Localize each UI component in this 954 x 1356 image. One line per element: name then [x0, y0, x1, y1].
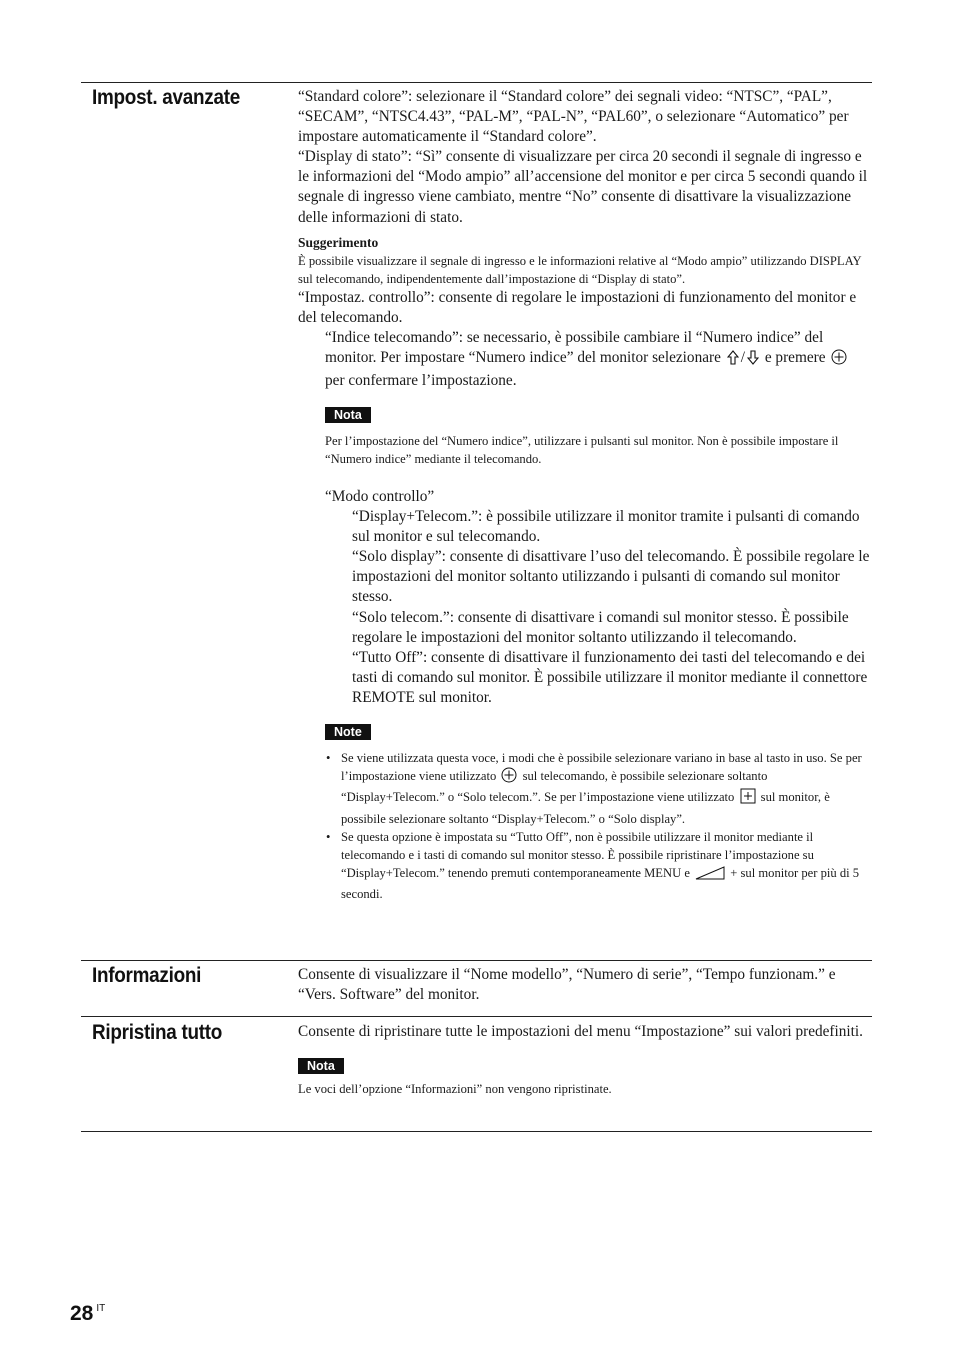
- remote-index-text-1: “Indice telecomando”: se necessario, è possibile cambiare il “Numero indice” del monitor. Per impostare “Numero indice” del monitor selezionare: [325, 329, 824, 367]
- remote-index-text-2: e premere: [764, 349, 826, 367]
- reset-text: Consente di ripristinare tutte le impostazioni del menu “Impostazione” sui valori predefiniti.: [298, 1023, 863, 1040]
- note-list: [298, 749, 872, 904]
- note2-text-b: + sul monitor per più di 5 secondi.: [341, 866, 860, 902]
- nota-badge: Nota: [298, 1058, 344, 1074]
- control-mode-option-solo-display: “Solo display”: consente di disattivare l’uso del telecomando. È possibile regolare le impostazioni del monitor soltanto utilizzando i pulsanti di comando sul monitor stesso.: [352, 548, 870, 606]
- note1-text-a: Se viene utilizzata questa voce, i modi che è possibile selezionare variano in base al tasto in uso. Se per l’impostazione viene utilizzato: [341, 750, 862, 784]
- arrow-down-outline-icon: [747, 350, 759, 371]
- note-block: [325, 723, 872, 904]
- info-text: Consente di visualizzare il “Nome modello”, “Numero di serie”, “Tempo funzionam.” e “Vers. Software” del monitor.: [298, 966, 836, 1004]
- note1-text-c: sul monitor, è possibile selezionare soltanto “Display+Telecom.” o “Solo display”.: [341, 790, 830, 826]
- control-mode-title: “Modo controllo”: [325, 487, 435, 505]
- note1-text-b: sul telecomando, è possibile selezionare soltanto “Display+Telecom.” o “Solo telecom.”. Se per l’impostazione viene utilizzato: [341, 769, 768, 805]
- page-number-value: 28: [70, 1302, 94, 1325]
- section-rule-info: [81, 960, 872, 961]
- control-mode-option-solo-telecom: “Solo telecom.”: consente di disattivare i comandi sul monitor stesso. È possibile regolare le impostazioni del monitor soltanto utilizzando il telecomando.: [352, 608, 849, 646]
- volume-wedge-icon: [695, 866, 725, 885]
- nota-block-reset: [298, 1057, 872, 1098]
- section-heading-info: Informazioni: [92, 964, 202, 987]
- section-heading-reset: Ripristina tutto: [92, 1021, 223, 1044]
- remote-index-paragraph: [325, 328, 872, 391]
- note-item: [341, 749, 872, 828]
- page-number: [70, 1296, 105, 1327]
- tip-label: Suggerimento: [298, 234, 379, 250]
- circle-plus-icon: [501, 767, 517, 788]
- nota-badge: Nota: [325, 407, 371, 423]
- note-item: [341, 828, 872, 904]
- section-heading-advanced: Impost. avanzate: [92, 86, 240, 109]
- reset-nota-text: Le voci dell’opzione “Informazioni” non vengono ripristinate.: [298, 1082, 612, 1097]
- remote-index-text-3: per confermare l’impostazione.: [325, 372, 517, 390]
- section-body-reset: [298, 1022, 872, 1098]
- control-mode-option-tutto-off: “Tutto Off”: consente di disattivare il funzionamento dei tasti del telecomando e dei tasti di comando sul monitor. È possibile utilizzare il monitor mediante il connettore REMOTE sul monitor.: [352, 648, 868, 706]
- nota-block-1: [325, 406, 872, 468]
- control-mode-option-display-telecom: “Display+Telecom.”: è possibile utilizzare il monitor tramite i pulsanti di comando sul monitor e sul telecomando.: [352, 508, 860, 546]
- color-standard-paragraph: “Standard colore”: selezionare il “Standard colore” dei segnali video: “NTSC”, “PAL”, “SECAM”, “NTSC4.43”, “PAL-M”, “PAL-N”, “PAL60”, o selezionare “Automatico” per impostare automaticamente il “Standard colore”.: [298, 88, 849, 146]
- section-rule-reset: [81, 1016, 872, 1017]
- bottom-rule: [81, 1131, 872, 1132]
- tip-text: È possibile visualizzare il segnale di ingresso e le informazioni relative al “Modo ampio” utilizzando DISPLAY sul telecomando, indipendentemente dall’impostazione di “Display di stato”.: [298, 253, 862, 286]
- circle-plus-icon: [831, 349, 847, 371]
- control-settings-paragraph: “Impostaz. controllo”: consente di regolare le impostazioni di funzionamento del monitor e del telecomando.: [298, 289, 857, 327]
- page-language: IT: [96, 1303, 106, 1314]
- status-display-paragraph: “Display di stato”: “Sì” consente di visualizzare per circa 20 secondi il segnale di ingresso e le informazioni del “Modo ampio” all’accensione del monitor e per circa 5 secondi quando il segnale di ingresso viene cambiato, mentre “No” consente di disattivare la visualizzazione delle informazioni di stato.: [298, 148, 868, 226]
- top-rule: [81, 82, 872, 83]
- nota-text-1: Per l’impostazione del “Numero indice”, utilizzare i pulsanti sul monitor. Non è possibile impostare il “Numero indice” mediante il telecomando.: [325, 433, 839, 466]
- square-plus-icon: [740, 788, 756, 809]
- section-body-advanced: [298, 87, 872, 904]
- arrow-up-outline-icon: [727, 350, 739, 371]
- note-badge: Note: [325, 724, 371, 740]
- note2-text-a: Se questa opzione è impostata su “Tutto Off”, non è possibile utilizzare il monitor mediante il telecomando e i tasti di comando sul monitor stesso. È possibile ripristinare l’impostazione su “Display+Telecom.” tenendo premuti contemporaneamente MENU e: [341, 829, 814, 881]
- arrow-separator: /: [740, 349, 745, 367]
- section-body-info: [298, 965, 872, 1005]
